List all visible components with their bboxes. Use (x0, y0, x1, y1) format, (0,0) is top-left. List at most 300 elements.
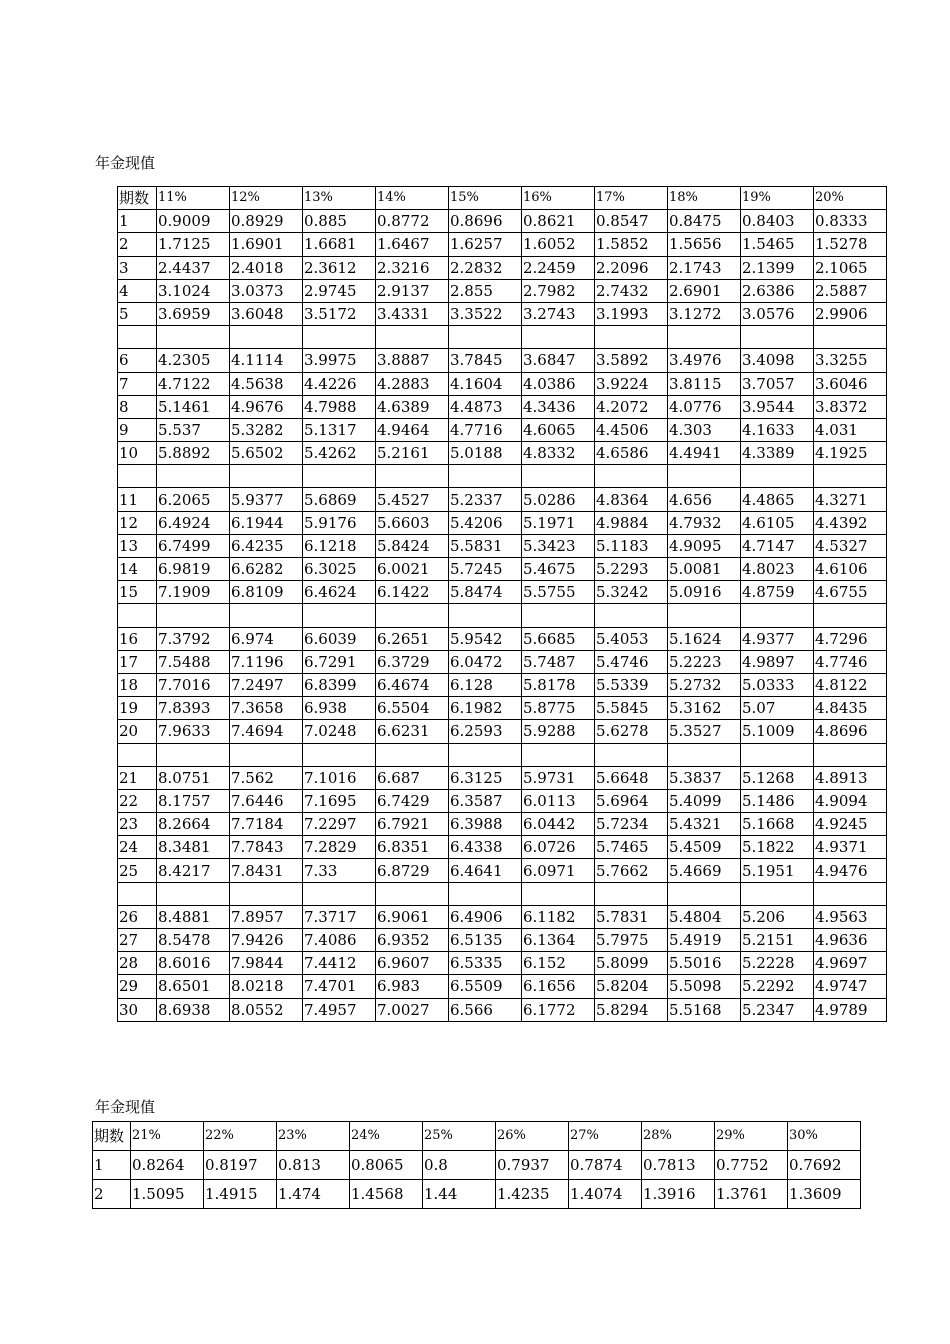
value-cell: 2.9906 (814, 302, 887, 325)
value-cell: 4.7932 (668, 511, 741, 534)
value-cell: 7.2497 (230, 673, 303, 696)
value-cell: 6.152 (522, 952, 595, 975)
value-cell: 4.9563 (814, 905, 887, 928)
value-cell: 4.5638 (230, 372, 303, 395)
value-cell: 0.7937 (496, 1151, 569, 1180)
table-row (118, 534, 887, 557)
value-cell: 3.8887 (376, 349, 449, 372)
value-cell: 5.3162 (668, 697, 741, 720)
value-cell: 4.9377 (741, 627, 814, 650)
value-cell: 2.3612 (303, 256, 376, 279)
annuity-present-value-table-11-20 (117, 186, 887, 1022)
value-cell: 6.8109 (230, 581, 303, 604)
value-cell: 5.8424 (376, 534, 449, 557)
value-cell: 6.7921 (376, 813, 449, 836)
value-cell: 7.4412 (303, 952, 376, 975)
value-cell: 4.9371 (814, 836, 887, 859)
value-cell: 5.2151 (741, 929, 814, 952)
value-cell: 8.6501 (157, 975, 230, 998)
empty-cell (303, 882, 376, 905)
value-cell: 5.4321 (668, 813, 741, 836)
period-cell: 13 (118, 534, 157, 557)
empty-cell (522, 326, 595, 349)
empty-cell (118, 465, 157, 488)
value-cell: 5.4262 (303, 442, 376, 465)
empty-cell (303, 326, 376, 349)
value-cell: 1.474 (277, 1180, 350, 1209)
period-cell: 5 (118, 302, 157, 325)
empty-cell (449, 465, 522, 488)
value-cell: 1.5095 (131, 1180, 204, 1209)
value-cell: 6.1772 (522, 998, 595, 1021)
rate-header: 16% (522, 187, 595, 210)
table-row (118, 442, 887, 465)
value-cell: 7.1196 (230, 650, 303, 673)
value-cell: 7.7843 (230, 836, 303, 859)
table-row (118, 627, 887, 650)
value-cell: 5.2228 (741, 952, 814, 975)
value-cell: 6.5335 (449, 952, 522, 975)
value-cell: 5.5831 (449, 534, 522, 557)
value-cell: 1.6901 (230, 233, 303, 256)
value-cell: 5.7465 (595, 836, 668, 859)
empty-cell (376, 882, 449, 905)
empty-cell (814, 465, 887, 488)
empty-cell (376, 604, 449, 627)
value-cell: 5.4669 (668, 859, 741, 882)
value-cell: 4.7716 (449, 418, 522, 441)
value-cell: 7.0027 (376, 998, 449, 1021)
value-cell: 3.4331 (376, 302, 449, 325)
value-cell: 4.9897 (741, 650, 814, 673)
value-cell: 3.9544 (741, 395, 814, 418)
empty-cell (741, 465, 814, 488)
value-cell: 4.0386 (522, 372, 595, 395)
value-cell: 4.1604 (449, 372, 522, 395)
value-cell: 5.2293 (595, 558, 668, 581)
value-cell: 1.3761 (715, 1180, 788, 1209)
value-cell: 5.7831 (595, 905, 668, 928)
value-cell: 4.7147 (741, 534, 814, 557)
value-cell: 7.3717 (303, 905, 376, 928)
value-cell: 6.974 (230, 627, 303, 650)
rate-header: 24% (350, 1122, 423, 1151)
value-cell: 8.0552 (230, 998, 303, 1021)
empty-cell (814, 882, 887, 905)
value-cell: 6.7291 (303, 650, 376, 673)
value-cell: 4.7988 (303, 395, 376, 418)
table-row (118, 673, 887, 696)
value-cell: 6.1422 (376, 581, 449, 604)
spacer-row (118, 604, 887, 627)
period-cell: 26 (118, 905, 157, 928)
empty-cell (741, 604, 814, 627)
value-cell: 6.4641 (449, 859, 522, 882)
value-cell: 2.7982 (522, 279, 595, 302)
value-cell: 5.7234 (595, 813, 668, 836)
empty-cell (741, 882, 814, 905)
value-cell: 6.3988 (449, 813, 522, 836)
rate-header: 14% (376, 187, 449, 210)
value-cell: 3.1024 (157, 279, 230, 302)
table-row (118, 558, 887, 581)
value-cell: 3.1993 (595, 302, 668, 325)
period-cell: 10 (118, 442, 157, 465)
value-cell: 5.8204 (595, 975, 668, 998)
empty-cell (118, 326, 157, 349)
value-cell: 5.6869 (303, 488, 376, 511)
table-row (118, 859, 887, 882)
value-cell: 6.566 (449, 998, 522, 1021)
empty-cell (230, 604, 303, 627)
period-cell: 27 (118, 929, 157, 952)
empty-cell (230, 743, 303, 766)
value-cell: 5.5168 (668, 998, 741, 1021)
value-cell: 5.9176 (303, 511, 376, 534)
empty-cell (449, 882, 522, 905)
period-cell: 22 (118, 789, 157, 812)
annuity-present-value-table-21-30 (92, 1121, 861, 1209)
value-cell: 5.3282 (230, 418, 303, 441)
value-cell: 5.5755 (522, 581, 595, 604)
value-cell: 5.4919 (668, 929, 741, 952)
value-cell: 4.9747 (814, 975, 887, 998)
empty-cell (595, 465, 668, 488)
value-cell: 5.5845 (595, 697, 668, 720)
value-cell: 4.9464 (376, 418, 449, 441)
value-cell: 8.0751 (157, 766, 230, 789)
value-cell: 0.813 (277, 1151, 350, 1180)
value-cell: 0.8 (423, 1151, 496, 1180)
empty-cell (230, 882, 303, 905)
rate-header: 15% (449, 187, 522, 210)
period-cell: 15 (118, 581, 157, 604)
spacer-row (118, 326, 887, 349)
value-cell: 5.1317 (303, 418, 376, 441)
value-cell: 4.9697 (814, 952, 887, 975)
value-cell: 6.5135 (449, 929, 522, 952)
table-row (118, 511, 887, 534)
value-cell: 2.2459 (522, 256, 595, 279)
value-cell: 2.2096 (595, 256, 668, 279)
value-cell: 5.2732 (668, 673, 741, 696)
rate-header: 25% (423, 1122, 496, 1151)
value-cell: 6.128 (449, 673, 522, 696)
value-cell: 3.5172 (303, 302, 376, 325)
value-cell: 5.3527 (668, 720, 741, 743)
empty-cell (595, 326, 668, 349)
value-cell: 6.1182 (522, 905, 595, 928)
period-cell: 25 (118, 859, 157, 882)
table-row (118, 372, 887, 395)
value-cell: 1.3916 (642, 1180, 715, 1209)
value-cell: 5.6648 (595, 766, 668, 789)
value-cell: 4.9095 (668, 534, 741, 557)
value-cell: 6.0442 (522, 813, 595, 836)
value-cell: 5.2347 (741, 998, 814, 1021)
value-cell: 1.7125 (157, 233, 230, 256)
value-cell: 3.3522 (449, 302, 522, 325)
value-cell: 5.7662 (595, 859, 668, 882)
value-cell: 0.7692 (788, 1151, 861, 1180)
value-cell: 3.8115 (668, 372, 741, 395)
empty-cell (814, 604, 887, 627)
period-cell: 24 (118, 836, 157, 859)
value-cell: 7.2297 (303, 813, 376, 836)
value-cell: 6.3025 (303, 558, 376, 581)
value-cell: 5.1822 (741, 836, 814, 859)
empty-cell (522, 882, 595, 905)
value-cell: 6.983 (376, 975, 449, 998)
table-row (118, 418, 887, 441)
value-cell: 0.8696 (449, 210, 522, 233)
value-cell: 6.8729 (376, 859, 449, 882)
value-cell: 4.3436 (522, 395, 595, 418)
value-cell: 3.0576 (741, 302, 814, 325)
value-cell: 4.6586 (595, 442, 668, 465)
table-row (118, 650, 887, 673)
table-row (118, 302, 887, 325)
value-cell: 5.8892 (157, 442, 230, 465)
rate-header: 11% (157, 187, 230, 210)
period-cell: 8 (118, 395, 157, 418)
value-cell: 0.8929 (230, 210, 303, 233)
value-cell: 6.5504 (376, 697, 449, 720)
empty-cell (522, 465, 595, 488)
period-cell: 19 (118, 697, 157, 720)
value-cell: 5.7487 (522, 650, 595, 673)
value-cell: 4.8759 (741, 581, 814, 604)
period-cell: 17 (118, 650, 157, 673)
value-cell: 4.8332 (522, 442, 595, 465)
value-cell: 2.5887 (814, 279, 887, 302)
value-cell: 4.2072 (595, 395, 668, 418)
value-cell: 6.3729 (376, 650, 449, 673)
value-cell: 6.5509 (449, 975, 522, 998)
value-cell: 3.0373 (230, 279, 303, 302)
value-cell: 2.4437 (157, 256, 230, 279)
value-cell: 0.8547 (595, 210, 668, 233)
value-cell: 0.8475 (668, 210, 741, 233)
table-row (118, 998, 887, 1021)
value-cell: 7.562 (230, 766, 303, 789)
value-cell: 5.0081 (668, 558, 741, 581)
period-cell: 2 (118, 233, 157, 256)
value-cell: 6.4906 (449, 905, 522, 928)
value-cell: 5.4746 (595, 650, 668, 673)
value-cell: 2.2832 (449, 256, 522, 279)
value-cell: 1.4568 (350, 1180, 423, 1209)
rate-header: 28% (642, 1122, 715, 1151)
table-row (118, 766, 887, 789)
empty-cell (118, 604, 157, 627)
value-cell: 4.9789 (814, 998, 887, 1021)
period-cell: 14 (118, 558, 157, 581)
value-cell: 5.4527 (376, 488, 449, 511)
value-cell: 3.6048 (230, 302, 303, 325)
table-row (118, 256, 887, 279)
empty-cell (595, 604, 668, 627)
header-row (118, 187, 887, 210)
value-cell: 4.8023 (741, 558, 814, 581)
value-cell: 6.0472 (449, 650, 522, 673)
value-cell: 2.1399 (741, 256, 814, 279)
value-cell: 3.7845 (449, 349, 522, 372)
value-cell: 1.5852 (595, 233, 668, 256)
period-cell: 6 (118, 349, 157, 372)
table-row (118, 720, 887, 743)
value-cell: 4.8913 (814, 766, 887, 789)
table-row (118, 975, 887, 998)
empty-cell (303, 604, 376, 627)
value-cell: 5.1971 (522, 511, 595, 534)
value-cell: 7.3658 (230, 697, 303, 720)
value-cell: 6.8351 (376, 836, 449, 859)
table-row (118, 279, 887, 302)
value-cell: 4.9884 (595, 511, 668, 534)
empty-cell (668, 465, 741, 488)
rate-header: 21% (131, 1122, 204, 1151)
value-cell: 5.07 (741, 697, 814, 720)
period-cell: 28 (118, 952, 157, 975)
rate-header: 23% (277, 1122, 350, 1151)
value-cell: 2.1065 (814, 256, 887, 279)
value-cell: 5.6278 (595, 720, 668, 743)
value-cell: 7.6446 (230, 789, 303, 812)
rate-header: 29% (715, 1122, 788, 1151)
value-cell: 3.9975 (303, 349, 376, 372)
value-cell: 6.1944 (230, 511, 303, 534)
value-cell: 1.5278 (814, 233, 887, 256)
value-cell: 4.1925 (814, 442, 887, 465)
value-cell: 4.7746 (814, 650, 887, 673)
value-cell: 3.9224 (595, 372, 668, 395)
value-cell: 7.33 (303, 859, 376, 882)
empty-cell (376, 465, 449, 488)
table-row (93, 1180, 861, 1209)
value-cell: 3.7057 (741, 372, 814, 395)
value-cell: 7.1695 (303, 789, 376, 812)
value-cell: 7.8957 (230, 905, 303, 928)
value-cell: 4.031 (814, 418, 887, 441)
value-cell: 3.6847 (522, 349, 595, 372)
value-cell: 5.9377 (230, 488, 303, 511)
value-cell: 3.6959 (157, 302, 230, 325)
value-cell: 4.4226 (303, 372, 376, 395)
rate-header: 17% (595, 187, 668, 210)
value-cell: 6.9819 (157, 558, 230, 581)
rate-header: 12% (230, 187, 303, 210)
value-cell: 6.4235 (230, 534, 303, 557)
period-header: 期数 (118, 187, 157, 210)
value-cell: 5.0333 (741, 673, 814, 696)
value-cell: 2.3216 (376, 256, 449, 279)
value-cell: 4.656 (668, 488, 741, 511)
value-cell: 2.6386 (741, 279, 814, 302)
value-cell: 7.5488 (157, 650, 230, 673)
empty-cell (376, 326, 449, 349)
value-cell: 5.4099 (668, 789, 741, 812)
value-cell: 6.8399 (303, 673, 376, 696)
value-cell: 5.5016 (668, 952, 741, 975)
value-cell: 6.9352 (376, 929, 449, 952)
value-cell: 5.8099 (595, 952, 668, 975)
value-cell: 4.0776 (668, 395, 741, 418)
value-cell: 5.3242 (595, 581, 668, 604)
rate-header: 20% (814, 187, 887, 210)
value-cell: 5.8474 (449, 581, 522, 604)
value-cell: 5.1009 (741, 720, 814, 743)
value-cell: 6.4924 (157, 511, 230, 534)
empty-cell (741, 326, 814, 349)
value-cell: 4.4873 (449, 395, 522, 418)
empty-cell (741, 743, 814, 766)
value-cell: 8.2664 (157, 813, 230, 836)
value-cell: 7.4957 (303, 998, 376, 1021)
empty-cell (449, 326, 522, 349)
value-cell: 4.6106 (814, 558, 887, 581)
value-cell: 7.7184 (230, 813, 303, 836)
value-cell: 4.3271 (814, 488, 887, 511)
value-cell: 0.8264 (131, 1151, 204, 1180)
empty-cell (668, 882, 741, 905)
value-cell: 8.4881 (157, 905, 230, 928)
table-row (118, 581, 887, 604)
value-cell: 0.7752 (715, 1151, 788, 1180)
value-cell: 6.4624 (303, 581, 376, 604)
value-cell: 6.2651 (376, 627, 449, 650)
value-cell: 5.0286 (522, 488, 595, 511)
value-cell: 4.5327 (814, 534, 887, 557)
period-cell: 7 (118, 372, 157, 395)
value-cell: 3.5892 (595, 349, 668, 372)
spacer-row (118, 743, 887, 766)
empty-cell (303, 465, 376, 488)
value-cell: 6.3587 (449, 789, 522, 812)
table-row (118, 210, 887, 233)
value-cell: 6.7499 (157, 534, 230, 557)
value-cell: 0.885 (303, 210, 376, 233)
empty-cell (595, 743, 668, 766)
table-row (118, 349, 887, 372)
empty-cell (157, 743, 230, 766)
value-cell: 0.8197 (204, 1151, 277, 1180)
value-cell: 3.8372 (814, 395, 887, 418)
value-cell: 5.1486 (741, 789, 814, 812)
spacer-row (118, 465, 887, 488)
value-cell: 5.9288 (522, 720, 595, 743)
period-cell: 12 (118, 511, 157, 534)
value-cell: 1.6681 (303, 233, 376, 256)
table-row (118, 836, 887, 859)
value-cell: 6.687 (376, 766, 449, 789)
value-cell: 2.9137 (376, 279, 449, 302)
empty-cell (668, 326, 741, 349)
value-cell: 4.6755 (814, 581, 887, 604)
empty-cell (449, 604, 522, 627)
value-cell: 5.3837 (668, 766, 741, 789)
value-cell: 4.6389 (376, 395, 449, 418)
value-cell: 4.2305 (157, 349, 230, 372)
value-cell: 4.2883 (376, 372, 449, 395)
value-cell: 5.2337 (449, 488, 522, 511)
value-cell: 6.1218 (303, 534, 376, 557)
empty-cell (814, 743, 887, 766)
value-cell: 5.6502 (230, 442, 303, 465)
value-cell: 7.1909 (157, 581, 230, 604)
rate-header: 26% (496, 1122, 569, 1151)
value-cell: 6.1656 (522, 975, 595, 998)
